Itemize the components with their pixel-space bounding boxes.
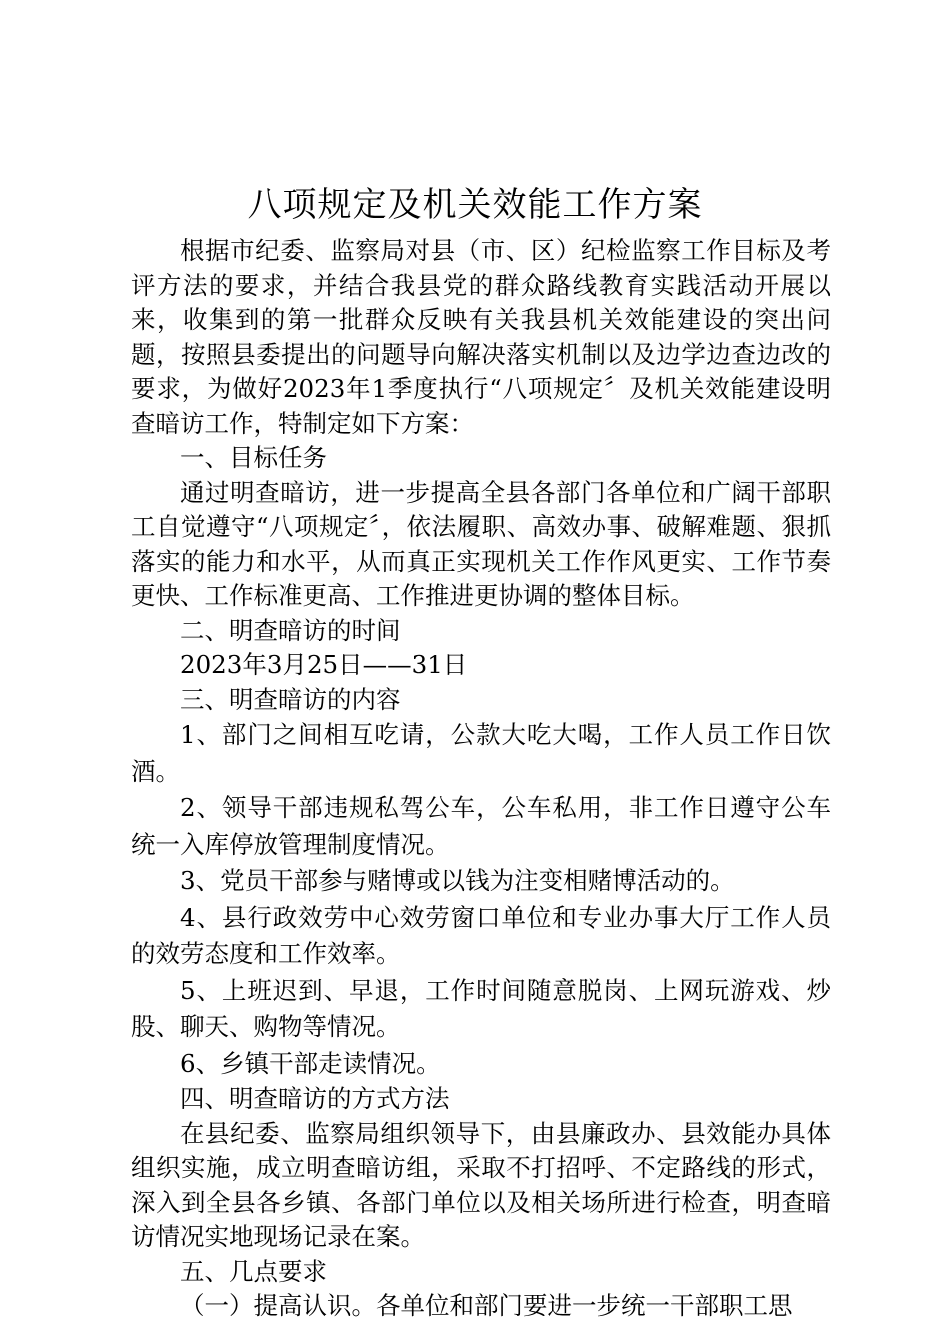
- content-item-3: 3、党员干部参与赌博或以钱为注变相赌博活动的。: [180, 866, 735, 895]
- goals-paragraph: 通过明查暗访，进一步提高全县各部门各单位和广阔干部职工自觉遵守“八项规定〞，依法履职、高效办事、破解难题、狠抓落实的能力和水平，从而真正实现机关工作作风更实、工作节奏更快、工作标准更高、工作推进更协调的整体目标。: [131, 477, 831, 610]
- section-heading-time: 二、明查暗访的时间: [180, 615, 401, 645]
- document-body: [131, 234, 831, 1324]
- section-heading-methods: 四、明查暗访的方式方法: [180, 1084, 450, 1113]
- requirements-paragraph-1: （一）提高认识。各单位和部门要进一步统一干部职工思: [180, 1291, 793, 1320]
- content-item-4: 4、县行政效劳中心效劳窗口单位和专业办事大厅工作人员的效劳态度和工作效率。: [131, 902, 831, 968]
- time-paragraph: 2023年3月25日——31日: [180, 650, 468, 679]
- section-heading-goals: 一、目标任务: [180, 443, 327, 472]
- content-item-5: 5、上班迟到、早退，工作时间随意脱岗、上网玩游戏、炒股、聊天、购物等情况。: [131, 975, 831, 1041]
- intro-paragraph: 根据市纪委、监察局对县（市、区）纪检监察工作目标及考评方法的要求，并结合我县党的群众路线教育实践活动开展以来，收集到的第一批群众反映有关我县机关效能建设的突出问题，按照县委提出的问题导向解决落实机制以及边学边查边改的要求，为做好2023年1季度执行“八项规定〞及机关效能建设明查暗访工作，特制定如下方案：: [131, 236, 831, 438]
- section-heading-requirements: 五、几点要求: [180, 1256, 327, 1286]
- content-item-1: 1、部门之间相互吃请，公款大吃大喝，工作人员工作日饮酒。: [131, 720, 831, 786]
- section-heading-content: 三、明查暗访的内容: [180, 684, 401, 714]
- methods-paragraph: 在县纪委、监察局组织领导下，由县廉政办、县效能办具体组织实施，成立明查暗访组，采取不打招呼、不定路线的形式，深入到全县各乡镇、各部门单位以及相关场所进行检查，明查暗访情况实地现场记录在案。: [131, 1118, 831, 1251]
- content-item-2: 2、领导干部违规私驾公车，公车私用，非工作日遵守公车统一入库停放管理制度情况。: [131, 793, 831, 859]
- content-item-6: 6、乡镇干部走读情况。: [180, 1048, 441, 1078]
- document-title: 八项规定及机关效能工作方案: [247, 185, 703, 225]
